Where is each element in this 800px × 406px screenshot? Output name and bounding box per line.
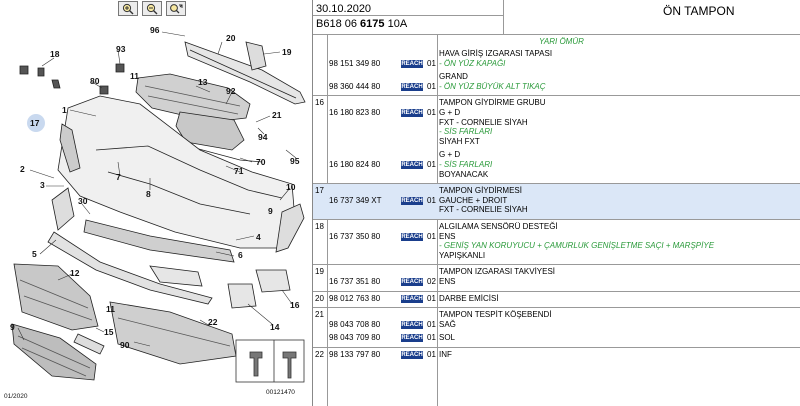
- part-description: DARBE EMİCİSİ: [439, 293, 499, 303]
- zoom-in-button[interactable]: [118, 1, 138, 16]
- part-description: HAVA GİRİŞ IZGARASI TAPASI: [439, 49, 553, 58]
- part-description: - SİS FARLARI: [439, 127, 493, 137]
- part-reference[interactable]: 98 043 709 80: [329, 333, 381, 343]
- callout[interactable]: 22: [208, 317, 218, 327]
- part-section[interactable]: [313, 264, 800, 290]
- part-reference[interactable]: 98 043 708 80: [329, 319, 381, 329]
- part-description: YAPIŞKANLI: [439, 250, 486, 260]
- page-title: ÖN TAMPON: [663, 4, 735, 18]
- callout[interactable]: 3: [40, 180, 45, 190]
- header-reference: [316, 18, 407, 30]
- part-quantity: 01: [427, 333, 436, 343]
- part-quantity: 01: [427, 107, 436, 117]
- part-section[interactable]: [313, 219, 800, 264]
- part-reference[interactable]: 16 180 824 80: [329, 159, 381, 169]
- part-description: TAMPON GİYDİRME GRUBU: [439, 98, 546, 108]
- zoom-out-button[interactable]: [142, 1, 162, 16]
- callout[interactable]: 94: [258, 132, 268, 142]
- part-description: GAUCHE + DROIT: [439, 195, 508, 205]
- callout[interactable]: 70: [256, 157, 266, 167]
- diagram-date: 01/2020: [4, 393, 28, 400]
- part-description: TAMPON GİYDİRMESİ: [439, 186, 522, 196]
- part-description: SİYAH FXT: [439, 136, 480, 146]
- callout[interactable]: 4: [256, 232, 261, 242]
- callout[interactable]: 10: [286, 182, 296, 192]
- part-section[interactable]: [313, 347, 800, 364]
- zoom-fit-icon: [169, 3, 183, 15]
- reach-badge: REACH: [401, 60, 423, 67]
- part-reference[interactable]: 16 737 349 XT: [329, 195, 382, 205]
- callout[interactable]: 80: [90, 76, 100, 86]
- diagram-code: 00121470: [266, 389, 295, 396]
- zoom-in-icon: [121, 3, 135, 15]
- zoom-fit-button[interactable]: [166, 1, 186, 16]
- part-description: G + D: [439, 150, 461, 160]
- parts-list-panel: [313, 0, 800, 406]
- part-description: G + D: [439, 107, 461, 117]
- section-number: 21: [315, 310, 324, 320]
- part-description: BOYANACAK: [439, 169, 489, 179]
- reach-badge: REACH: [401, 295, 423, 302]
- callout[interactable]: 17: [30, 118, 40, 128]
- part-description: SOL: [439, 333, 456, 343]
- part-reference[interactable]: 98 151 349 80: [329, 58, 381, 68]
- reach-badge: REACH: [401, 278, 423, 285]
- part-quantity: 01: [427, 195, 436, 205]
- part-description: ALGILAMA SENSÖRÜ DESTEĞİ: [439, 221, 558, 231]
- callout[interactable]: 15: [104, 327, 114, 337]
- part-reference[interactable]: 98 360 444 80: [329, 81, 381, 91]
- section-subtitle: YARI ÖMÜR: [539, 37, 584, 46]
- callout[interactable]: 19: [282, 47, 292, 57]
- part-reference[interactable]: 98 012 763 80: [329, 293, 381, 303]
- part-skid-plate-22[interactable]: [110, 302, 236, 364]
- reach-badge: REACH: [401, 161, 423, 168]
- callout[interactable]: 18: [50, 49, 60, 59]
- part-description: - SİS FARLARI: [439, 159, 493, 169]
- section-number: 16: [315, 98, 324, 108]
- part-description: - GENİŞ YAN KORUYUCU + ÇAMURLUK GENİŞLETME SAÇI + MARŞPİYE: [439, 241, 715, 251]
- reach-badge: REACH: [401, 109, 423, 116]
- part-surround-16[interactable]: [256, 270, 290, 292]
- section-number: 18: [315, 221, 324, 231]
- part-quantity: 01: [427, 159, 436, 169]
- callout[interactable]: 21: [272, 110, 282, 120]
- fastener-inset: [236, 340, 304, 382]
- reach-badge: REACH: [401, 321, 423, 328]
- part-description: TAMPON IZGARASI TAKVİYESİ: [439, 267, 556, 277]
- callout[interactable]: 14: [270, 322, 280, 332]
- section-number: 17: [315, 186, 324, 196]
- ref-suffix: 10A: [384, 18, 408, 30]
- part-quantity: 01: [427, 231, 436, 241]
- callout[interactable]: 93: [116, 44, 126, 54]
- part-description: GRAND: [439, 72, 468, 82]
- part-surround-14[interactable]: [228, 284, 256, 308]
- exploded-parts-diagram[interactable]: [0, 0, 312, 406]
- part-quantity: 01: [427, 349, 436, 359]
- part-description: FXT - CORNELIE SİYAH: [439, 205, 528, 215]
- reach-badge: REACH: [401, 335, 423, 342]
- part-description: - ÖN YÜZ BÜYÜK ALT TIKAÇ: [439, 81, 546, 91]
- part-section[interactable]: [313, 291, 800, 308]
- part-section[interactable]: [313, 183, 800, 219]
- callout[interactable]: 92: [226, 86, 236, 96]
- part-quantity: 01: [427, 81, 436, 91]
- callout[interactable]: 9: [10, 322, 15, 332]
- callout[interactable]: 71: [234, 166, 244, 176]
- section-number: 22: [315, 349, 324, 359]
- part-quantity: 01: [427, 58, 436, 68]
- callout[interactable]: 16: [290, 300, 300, 310]
- reach-badge: REACH: [401, 233, 423, 240]
- ref-prefix: B618 06: [316, 18, 361, 30]
- callout[interactable]: 20: [226, 33, 236, 43]
- part-description: TAMPON TESPİT KÖŞEBENDİ: [439, 310, 552, 320]
- part-description: ENS: [439, 231, 456, 241]
- callout[interactable]: 11: [106, 304, 115, 314]
- callout[interactable]: 90: [120, 340, 130, 350]
- part-description: INF: [439, 349, 452, 359]
- part-bracket-30[interactable]: [52, 188, 74, 230]
- callout[interactable]: 13: [198, 77, 208, 87]
- part-reference[interactable]: 16 180 823 80: [329, 107, 381, 117]
- part-section[interactable]: [313, 47, 800, 95]
- zoom-toolbar: [118, 1, 186, 17]
- part-quantity: 01: [427, 319, 436, 329]
- part-quantity: 01: [427, 293, 436, 303]
- part-section[interactable]: [313, 95, 800, 183]
- part-description: FXT - CORNELIE SİYAH: [439, 117, 528, 127]
- reach-badge: REACH: [401, 197, 423, 204]
- part-description: SAĞ: [439, 319, 456, 329]
- callout[interactable]: 12: [70, 268, 80, 278]
- header-date: 30.10.2020: [316, 3, 372, 15]
- section-number: 20: [315, 293, 324, 303]
- callout[interactable]: 9: [268, 206, 273, 216]
- part-reference[interactable]: 16 737 351 80: [329, 276, 381, 286]
- callout[interactable]: 1: [62, 105, 67, 115]
- zoom-out-icon: [145, 3, 159, 15]
- exploded-diagram-panel: [0, 0, 313, 406]
- reach-badge: REACH: [401, 351, 423, 358]
- part-reference[interactable]: 16 737 350 80: [329, 231, 381, 241]
- part-description: ENS: [439, 276, 456, 286]
- reach-badge: REACH: [401, 83, 423, 90]
- callout[interactable]: 30: [78, 196, 88, 206]
- section-number: 19: [315, 267, 324, 277]
- part-section[interactable]: [313, 307, 800, 347]
- callout[interactable]: 7: [116, 172, 121, 182]
- parts-header: [313, 0, 800, 34]
- callout[interactable]: 8: [146, 189, 151, 199]
- part-description: - ÖN YÜZ KAPAĞI: [439, 58, 506, 68]
- callout[interactable]: 96: [150, 25, 160, 35]
- parts-table: [313, 47, 800, 364]
- part-reference[interactable]: 98 133 797 80: [329, 349, 381, 359]
- callout[interactable]: 6: [238, 250, 243, 260]
- ref-bold: 6175: [360, 18, 385, 30]
- callout[interactable]: 95: [290, 156, 300, 166]
- callout[interactable]: 5: [32, 249, 37, 259]
- part-quantity: 02: [427, 276, 436, 286]
- callout[interactable]: 2: [20, 164, 25, 174]
- callout[interactable]: 11: [130, 71, 139, 81]
